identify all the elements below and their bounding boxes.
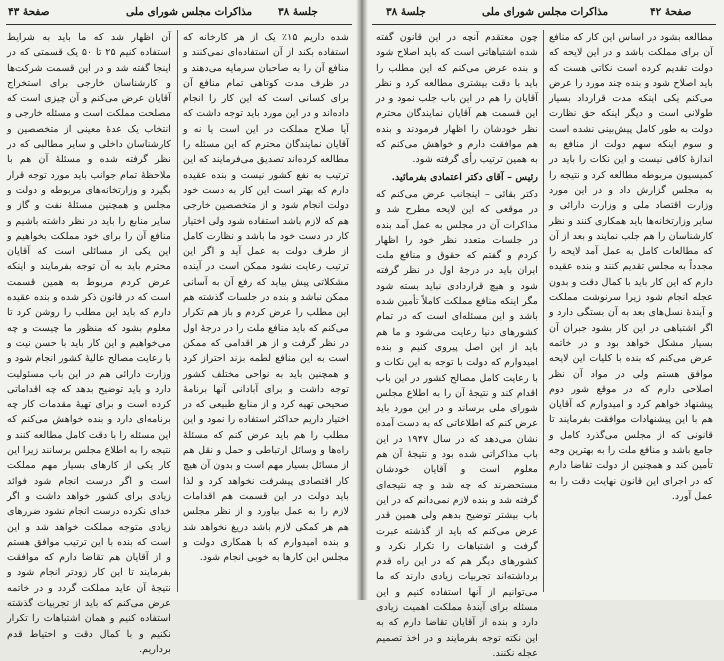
right-page-session: جلسهٔ ۳۸ xyxy=(386,6,426,18)
right-page xyxy=(362,0,724,659)
left-page-session: جلسهٔ ۳۸ xyxy=(278,6,318,18)
right-column-divider xyxy=(543,30,544,592)
right-page-title: مذاکرات مجلس شورای ملی xyxy=(482,6,609,18)
left-page-column-right xyxy=(183,30,349,596)
left-header-rule xyxy=(6,24,352,25)
speaker-line-chair: رئیس – آقای دکتر اعتمادی بفرمائید. xyxy=(391,171,538,183)
left-page-title: مذاکرات مجلس شورای ملی xyxy=(126,6,253,18)
right-page-number: صفحهٔ ۴۲ xyxy=(650,6,692,18)
left-page-column-left xyxy=(6,30,171,655)
left-page-col-right-text: شده داریم ۱۵٪ یک از هر کارخانه که استفاده بکند از آن استفاده‌ای نمی‌کنند و منافع آن را به صاحبان سرمایه می‌دهند و در ظرف مدت کوتاهی تمام منافع آن برای کسانی است که این کار را انجام داده‌اند و در این مورد باید توجه داشت که آیا صلاح مملکت در این است یا نه و آقایان نمایندگان محترم که این مسئله را مطالعه کرده‌اند تصدیق می‌فرمایند که این ترتیب به نفع کشور نیست و بنده عقیده دارم که بهتر است این کار به دست خود دولت انجام شود و از متخصصین خارجی هم که لازم باشد استفاده شود ولی اختیار کار در دست خود ما باشد و نظارت کامل از طرف دولت به عمل آید و اگر این ترتیب رعایت نشود ممکن است در آینده مشکلاتی پیش بیاید که رفع آن به آسانی ممکن نباشد و بنده در جلسات گذشته هم این مطلب را عرض کردم و باز هم تکرار می‌کنم که باید منافع ملت را در درجهٔ اول در نظر گرفت و از هر اقدامی که ممکن است به این منافع لطمه بزند احتراز کرد و همچنین باید به نواحی مختلف کشور توجه داشت و برای آبادانی آنها برنامهٔ صحیحی تهیه کرد و از منابع طبیعی که در اختیار داریم حداکثر استفاده را نمود و این مطلب را هم باید عرض کنم که مسئلهٔ راه‌ها و وسائل ارتباطی و حمل و نقل هم از مسائل بسیار مهم است و بدون آن هیچ کار اقتصادی پیشرفت نخواهد کرد و لذا باید دولت در این قسمت هم اقدامات لازم را به عمل بیاورد و از نظر مجلس هم هر کمکی لازم باشد دریغ نخواهد شد و بنده امیدوارم که با همکاری دولت و مجلس این کارها به خوبی انجام شود. xyxy=(183,32,350,564)
right-page-col-left-text: چون معتقدم آنچه در این قانون گفته شده اشتباهاتی است که باید اصلاح شود و بنده عرض می‌کنم که این مطلب را باید با دقت بیشتری مطالعه کرد و نظر آقایان را هم در این باب جلب نمود و در این قسمت هم آقایان نمایندگان محترم نظر خودشان را اظهار فرمودند و بنده هم موافقت دارم و خواهش می‌کنم که به همین ترتیب رأی گرفته شود. xyxy=(376,32,538,166)
book-gutter xyxy=(356,0,368,600)
right-header-rule xyxy=(372,24,716,25)
left-page-number: صفحهٔ ۴۳ xyxy=(8,6,50,18)
left-column-divider xyxy=(177,30,178,592)
right-page-column-right xyxy=(549,30,713,596)
left-page xyxy=(0,0,362,655)
right-page-column-left xyxy=(376,30,538,659)
speaker-line-bagha-i: دکتر بقائی – اینجانب عرض می‌کنم که در موقعی که این لایحه مطرح شد و مذاکرات آن در مجلس به عمل آمد بنده در جلسات متعدد نظر خود را اظهار کردم و گفتم که حقوق و منافع ملت ایران باید در درجهٔ اول در نظر گرفته شود و هیچ قراردادی نباید بسته شود مگر اینکه منافع مملکت کاملاً تأمین شده باشد و این مسئله‌ای است که در تمام کشورهای دنیا رعایت می‌شود و ما هم باید از این اصل پیروی کنیم و بنده امیدوارم که دولت با توجه به این نکات و با رعایت کامل مصالح کشور در این باب اقدام کند و نتیجهٔ آن را به اطلاع مجلس شورای ملی برساند و در این مورد باید عرض کنم که اطلاعاتی که به دست آمده نشان می‌دهد که در سال ۱۹۴۷ در این باب مذاکراتی شده بود و نتیجهٔ آن هم معلوم است و آقایان خودشان مستحضرند که چه شد و چه نتیجه‌ای گرفته شد و بنده لازم نمی‌دانم که در این باب بیشتر توضیح بدهم ولی همین قدر عرض می‌کنم که باید از گذشته عبرت گرفت و اشتباهات را تکرار نکرد و کشورهای دیگر هم که در این راه قدم برداشته‌اند تجربیات زیادی دارند که ما می‌توانیم از آنها استفاده کنیم و این مسئله برای آیندهٔ مملکت اهمیت زیادی دارد و بنده از آقایان تقاضا دارم که به این نکته توجه بفرمایند و در اخذ تصمیم عجله نکنند. xyxy=(376,188,538,659)
left-page-col-left-text: آن اظهار شد که ما باید به شرایط استفاده کنیم ۲۵ تا ۵۰ یک قسمتی که در اینجا گفته شد و در این قسمت شرکت‌ها و کارشناسان خارجی برای استخراج آقایان عرض می‌کنم و آن چیزی است که مصلحت مملکت است و مسئله خارجی و انتخاب یک عدهٔ معینی از متخصصین و کارشناسان داخلی و سایر مطالبی که در نظر گرفته شده و مسئلهٔ آن هم با ملاحظهٔ تمام جوانب باید مورد توجه قرار بگیرد و وزارتخانه‌های مربوطه و دولت و مجلس و همچنین مسئلهٔ نفت و گاز و سایر منابع را باید در نظر داشته باشیم و منافع آن را برای خود مملکت بخواهیم و این یکی از مسائلی است که آقایان محترم باید به آن توجه بفرمایند و اینکه عرض کردم مربوط به همین قسمت است که در قانون ذکر شده و بنده عقیده دارم که باید این مطلب را روشن کرد تا معلوم بشود که منظور ما چیست و چه می‌خواهیم و این کار باید با حسن نیت و با رعایت مصالح عالیهٔ کشور انجام شود و وزارت دارائی هم در این باب مسئولیت دارد و باید توضیح بدهد که چه اقداماتی کرده است و برای تهیهٔ مقدمات کار چه برنامه‌ای دارد و بنده خواهش می‌کنم که این مسئله را با دقت کامل مطالعه کنند و نتیجه را به اطلاع مجلس برسانند زیرا این کار یکی از کارهای بسیار مهم مملکت است و اگر درست انجام شود فوائد زیادی برای کشور خواهد داشت و اگر خدای نکرده درست انجام نشود ضررهای زیادی متوجه مملکت خواهد شد و این است که بنده با این ترتیب موافق هستم و از آقایان هم تقاضا دارم که موافقت بفرمایند تا این کار زودتر انجام شود و نتیجهٔ آن عاید مملکت گردد و در خاتمه عرض می‌کنم که باید از تجربیات گذشته استفاده کنیم و همان اشتباهات را تکرار نکنیم و با کمال دقت و احتیاط قدم برداریم. xyxy=(6,32,171,655)
right-page-col-right-text: مطالعه بشود در اساس این کار که منافع آن برای مملکت باشد و در این لایحه که دولت تقدیم کرده است نکاتی هست که باید اصلاح شود و بنده چند مورد را عرض می‌کنم یکی اینکه مدت قرارداد بسیار طولانی است و دیگر اینکه حق نظارت دولت به طور کامل پیش‌بینی نشده است و سوم اینکه سهم دولت از منافع به اندازهٔ کافی نیست و این نکات را باید در کمیسیون مربوطه مطالعه کرد و نتیجه را به مجلس گزارش داد و در این مورد وزارت اقتصاد ملی و وزارت دارائی و سایر وزارتخانه‌ها باید همکاری کنند و نظر کارشناسان را هم جلب نمایند و بعد از آن که مطالعات کامل به عمل آمد لایحه را مجدداً به مجلس تقدیم کنند و بنده عقیده دارم که این کار باید با کمال دقت و بدون عجله انجام شود زیرا سرنوشت مملکت و آیندهٔ نسل‌های بعد به آن بستگی دارد و اگر اشتباهی در این کار بشود جبران آن بسیار مشکل خواهد بود و در خاتمه عرض می‌کنم که بنده با کلیات این لایحه موافق هستم ولی در مواد آن نظر اصلاحی دارم که در موقع شور دوم پیشنهاد خواهم کرد و امیدوارم که آقایان هم با این پیشنهادات موافقت بفرمایند تا قانونی که از مجلس می‌گذرد کامل و جامع باشد و منافع ملت را به بهترین وجه تأمین کند و همچنین از دولت تقاضا دارم که در اجرای این قانون نهایت دقت را به عمل آورد. xyxy=(549,32,713,502)
